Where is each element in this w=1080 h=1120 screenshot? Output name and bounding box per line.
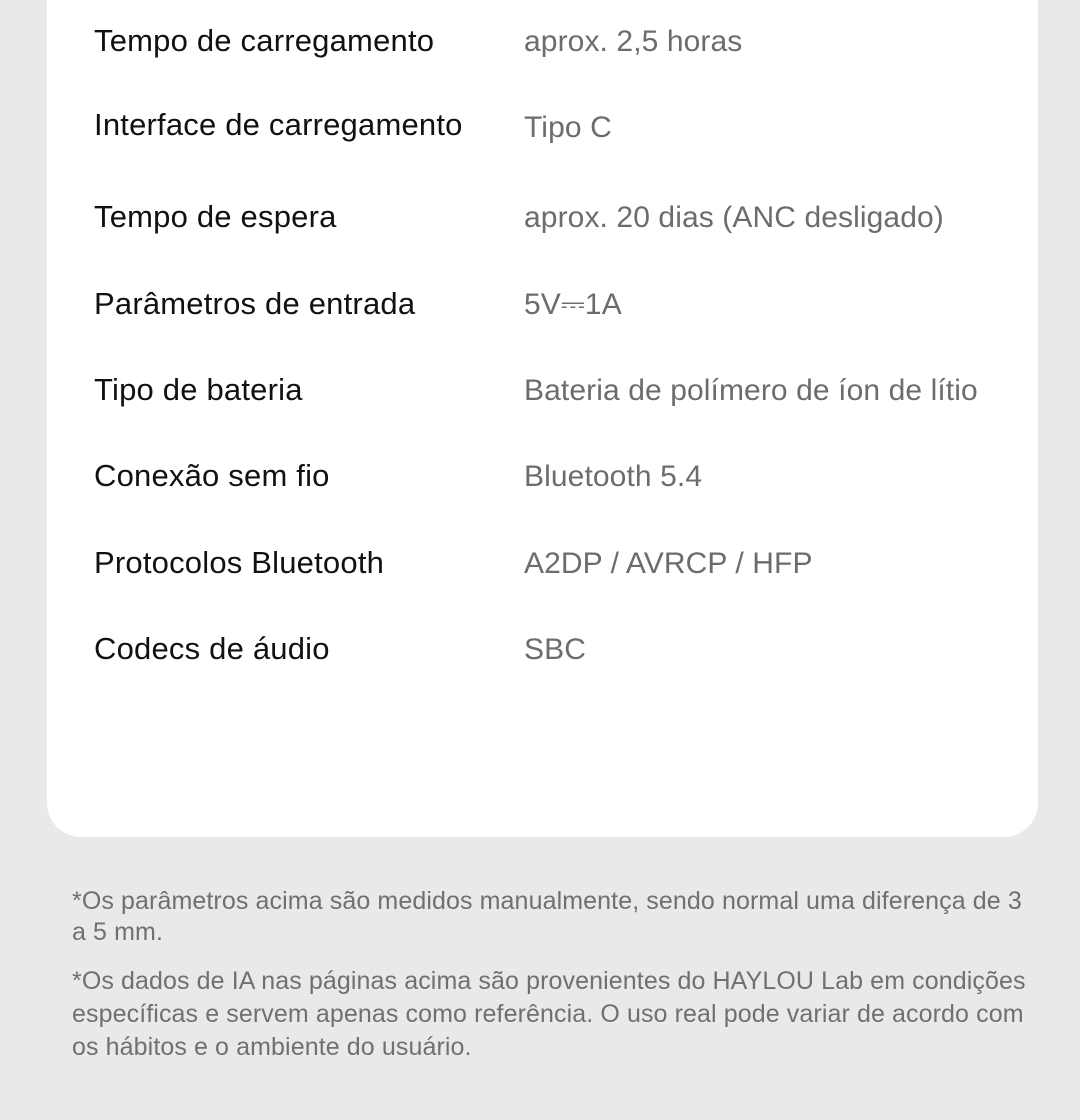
spec-label: Parâmetros de entrada [94, 286, 416, 321]
spec-value: A2DP / AVRCP / HFP [524, 547, 813, 580]
spec-value: aprox. 2,5 horas [524, 25, 743, 58]
footnotes [72, 886, 1037, 1064]
measurement-footnote: *Os parâmetros acima são medidos manualmente, sendo normal uma diferença de 3 a 5 mm. [72, 887, 1022, 946]
spec-label: Tempo de carregamento [94, 23, 435, 58]
spec-value: Bluetooth 5.4 [524, 460, 703, 493]
specifications-card [47, 0, 1038, 837]
lab-data-footnote: *Os dados de IA nas páginas acima são provenientes do HAYLOU Lab em condições específicas e servem apenas como referência. O uso real pode variar de acordo com os hábitos e o ambiente do usuário. [72, 967, 1026, 1061]
spec-label: Interface de carregamento [94, 107, 463, 142]
spec-label: Codecs de áudio [94, 631, 330, 666]
spec-value: 5V⎓1A [524, 288, 622, 321]
spec-label: Conexão sem fio [94, 458, 330, 493]
spec-value: Tipo C [524, 111, 612, 144]
spec-value: aprox. 20 dias (ANC desligado) [524, 201, 944, 234]
spec-label: Protocolos Bluetooth [94, 545, 385, 580]
spec-label: Tipo de bateria [94, 372, 303, 407]
spec-value: SBC [524, 633, 586, 666]
spec-label: Tempo de espera [94, 199, 337, 234]
spec-value: Bateria de polímero de íon de lítio [524, 374, 978, 407]
